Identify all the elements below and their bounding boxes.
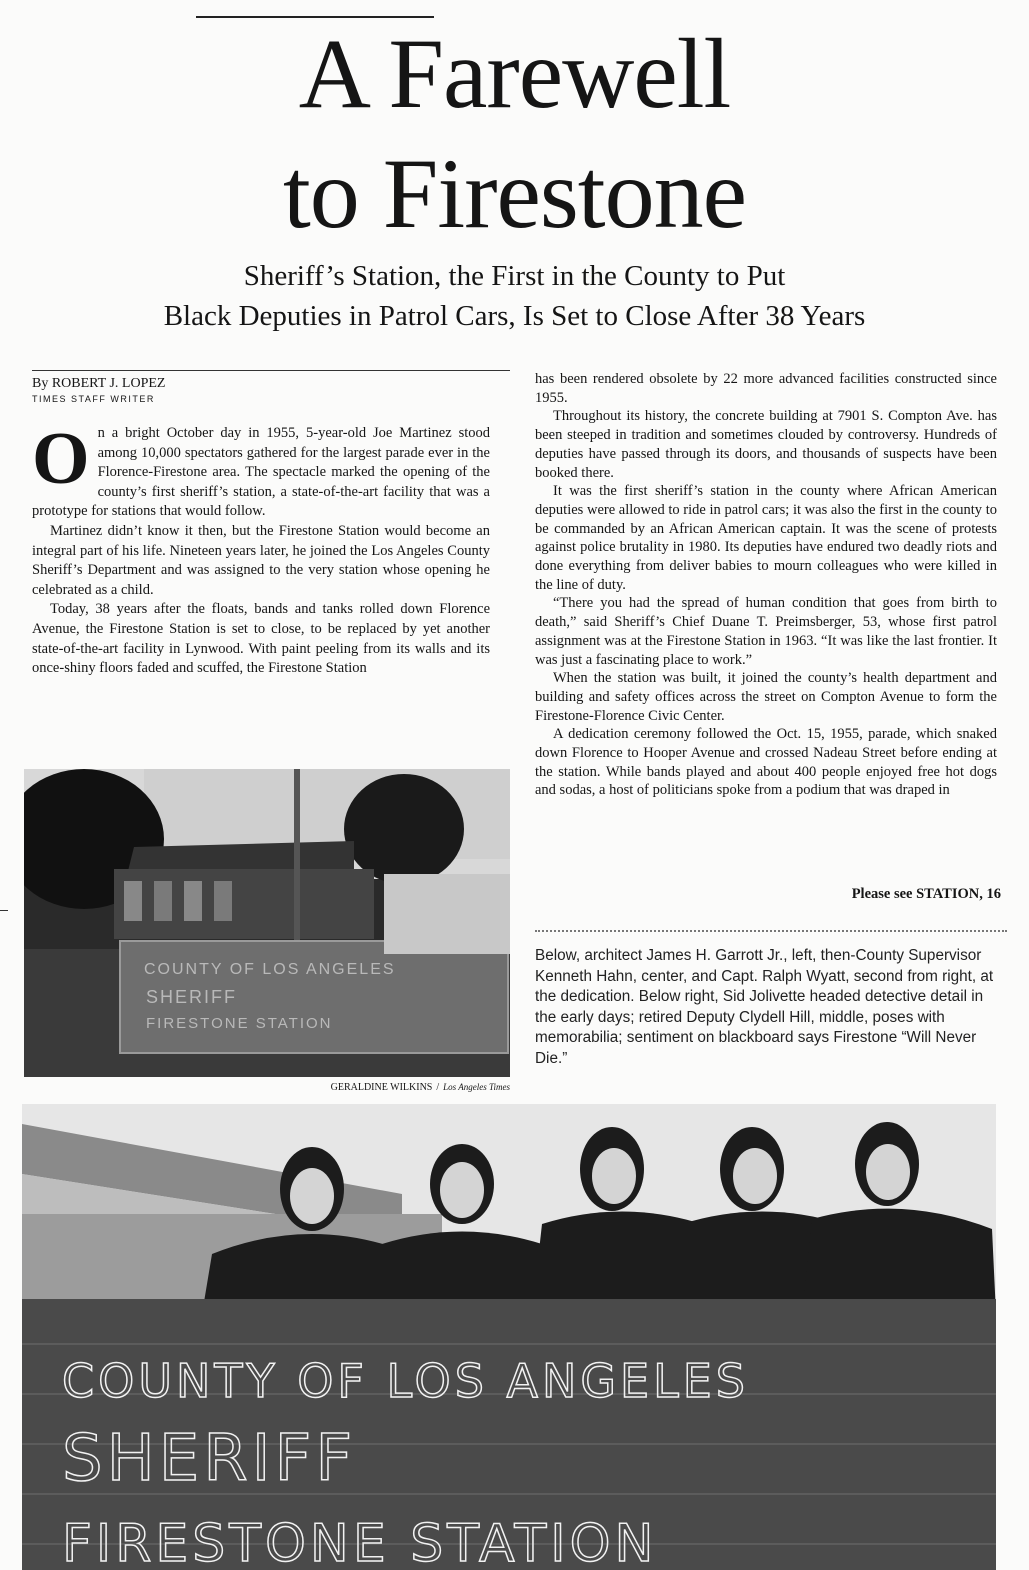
paragraph: It was the first sheriff’s station in the county where African American deputies were allowed to ride in patrol cars; it was also the first in the county to be commanded by an African American captain. It was the scene of protests against police brutality in 1980. Its deputies have endured two deadly riots and done everything from deliver babies to mourn colleagues who were killed in the line of duty.: [535, 483, 997, 593]
paragraph: n a bright October day in 1955, 5-year-old Joe Martinez stood among 10,000 spectators gathered for the largest parade ever in the Florence-Firestone area. The spectacle marked the opening of the county’s first sheriff’s station, a state-of-the-art facility that was a prototype for stations that would follow.: [32, 425, 490, 520]
byline: By ROBERT J. LOPEZ: [32, 376, 166, 391]
dedication-photo-art: [22, 1104, 996, 1570]
drop-cap: O: [32, 418, 90, 500]
deck-line-1: Sheriff’s Station, the First in the County to Put: [243, 260, 786, 292]
caption-divider: [535, 930, 1007, 932]
deck-line-2: Black Deputies in Patrol Cars, Is Set to Close After 38 Years: [163, 300, 866, 332]
byline-rule: [32, 370, 510, 371]
margin-mark: [0, 910, 8, 911]
station-sign-photo: [24, 769, 510, 1077]
paragraph: has been rendered obsolete by 22 more advanced facilities constructed since 1955.: [535, 371, 997, 406]
headline-line-2: to Firestone: [283, 138, 746, 249]
deck: [0, 256, 1029, 336]
photo-credit: GERALDINE WILKINS / Los Angeles Times: [330, 1082, 510, 1093]
article-column-1: [32, 418, 490, 679]
photo-credit-name: GERALDINE WILKINS: [330, 1082, 433, 1093]
sign-line: SHERIFF: [146, 987, 238, 1007]
jump-line: Please see STATION, 16: [851, 886, 1001, 902]
photo-credit-outlet: Los Angeles Times: [443, 1082, 510, 1092]
paragraph: Today, 38 years after the floats, bands and tanks rolled down Florence Avenue, the Firestone Station is set to close, to be replaced by yet another state-of-the-art facility in Lynwood. With paint peeling from its walls and its once-shiny floors faded and scuffed, the Firestone Station: [32, 601, 490, 677]
sign-line: FIRESTONE STATION: [62, 1514, 658, 1570]
sign-line: COUNTY OF LOS ANGELES: [62, 1354, 750, 1408]
paragraph: A dedication ceremony followed the Oct. 15, 1955, parade, which snaked down Florence to Hooper Avenue and crossed Nadeau Street before ending at the station. While bands played and about 400 people enjoyed free hot dogs and sodas, a host of politicians spoke from a podium that was draped in: [535, 726, 997, 799]
sign-line: COUNTY OF LOS ANGELES: [144, 961, 396, 978]
paragraph: When the station was built, it joined the county’s health department and building and safety offices across the street on Compton Avenue to form the Firestone-Florence Civic Center.: [535, 670, 997, 724]
paragraph: Throughout its history, the concrete building at 7901 S. Compton Ave. has been steeped in tradition and sometimes clouded by controversy. Hundreds of deputies have passed through its doors, and thousands of suspects have been booked there.: [535, 408, 997, 481]
headline-line-1: A Farewell: [298, 18, 731, 129]
article-column-2: [535, 370, 997, 800]
headline: [0, 14, 1029, 254]
paragraph: “There you had the spread of human condition that goes from birth to death,” said Sheriff’s Chief Duane T. Preimsberger, 53, whose first patrol assignment was at the Firestone Station in 1963. “It was like the last frontier. It was just a fascinating place to work.”: [535, 595, 997, 668]
paragraph: Martinez didn’t know it then, but the Firestone Station would become an integral part of his life. Nineteen years later, he joined the Los Angeles County Sheriff’s Department and was assigned to the very station whose opening he celebrated as a child.: [32, 522, 490, 598]
sign-line: FIRESTONE STATION: [146, 1015, 333, 1032]
sign-line: SHERIFF: [62, 1422, 357, 1496]
photo-caption: Below, architect James H. Garrott Jr., left, then-County Supervisor Kenneth Hahn, center, and Capt. Ralph Wyatt, second from right, at the dedication. Below right, Sid Jolivette headed detective detail in the early days; retired Deputy Clydell Hill, middle, poses with memorabilia; sentiment on blackboard says Firestone “Will Never Die.”: [535, 947, 994, 1067]
dedication-photo: [22, 1104, 996, 1570]
byline-title: TIMES STAFF WRITER: [32, 394, 155, 404]
